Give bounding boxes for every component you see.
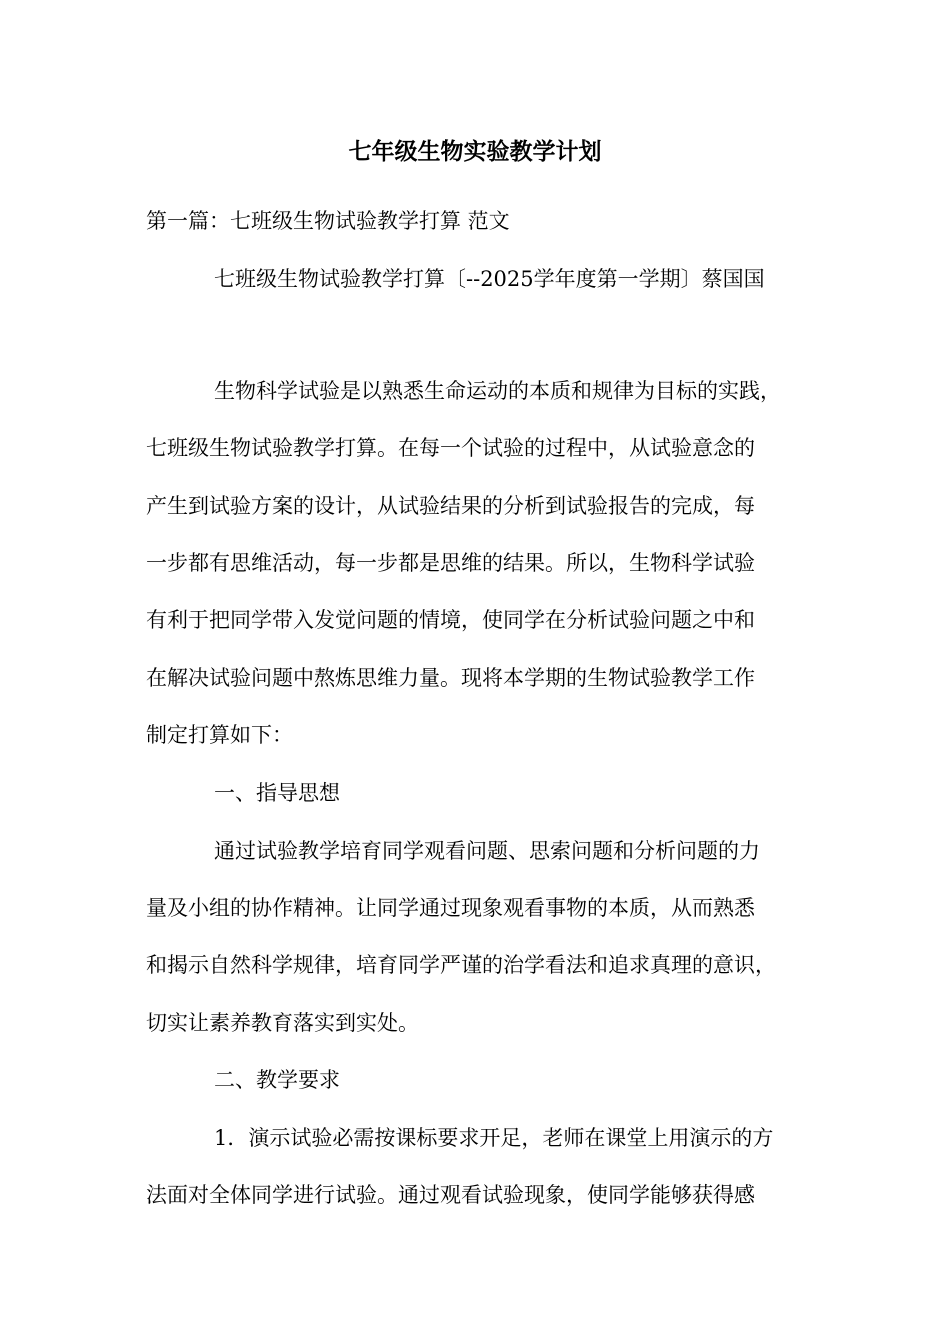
section-line: 量及小组的协作精神。让同学通过现象观看事物的本质，从而熟悉 (146, 896, 755, 920)
section-line: 切实让素养教育落实到实处。 (146, 1011, 419, 1035)
section-line: 1．演示试验必需按课标要求开足，老师在课堂上用演示的方 (214, 1126, 774, 1150)
intro-line: 一步都有思维活动，每一步都是思维的结果。所以，生物科学试验 (146, 551, 755, 575)
section-line: 和揭示自然科学规律，培育同学严谨的治学看法和追求真理的意识， (146, 953, 776, 977)
section-heading: 一、指导思想 (214, 781, 340, 805)
subheading: 第一篇：七班级生物试验教学打算 范文 (146, 209, 510, 233)
section-line: 通过试验教学培育同学观看问题、思索问题和分析问题的力 (214, 839, 760, 863)
section-heading: 二、教学要求 (214, 1068, 340, 1092)
intro-line: 在解决试验问题中熬炼思维力量。现将本学期的生物试验教学工作 (146, 666, 755, 690)
byline: 七班级生物试验教学打算〔--2025学年度第一学期〕蔡国国 (214, 267, 765, 291)
intro-line: 产生到试验方案的设计，从试验结果的分析到试验报告的完成，每 (146, 494, 755, 518)
document-title: 七年级生物实验教学计划 (348, 138, 602, 165)
intro-line: 生物科学试验是以熟悉生命运动的本质和规律为目标的实践， (214, 379, 781, 403)
section-line: 法面对全体同学进行试验。通过观看试验现象，使同学能够获得感 (146, 1183, 755, 1207)
intro-line: 制定打算如下： (146, 723, 293, 747)
intro-line: 有利于把同学带入发觉问题的情境，使同学在分析试验问题之中和 (146, 608, 755, 632)
intro-line: 七班级生物试验教学打算。在每一个试验的过程中，从试验意念的 (146, 436, 755, 460)
